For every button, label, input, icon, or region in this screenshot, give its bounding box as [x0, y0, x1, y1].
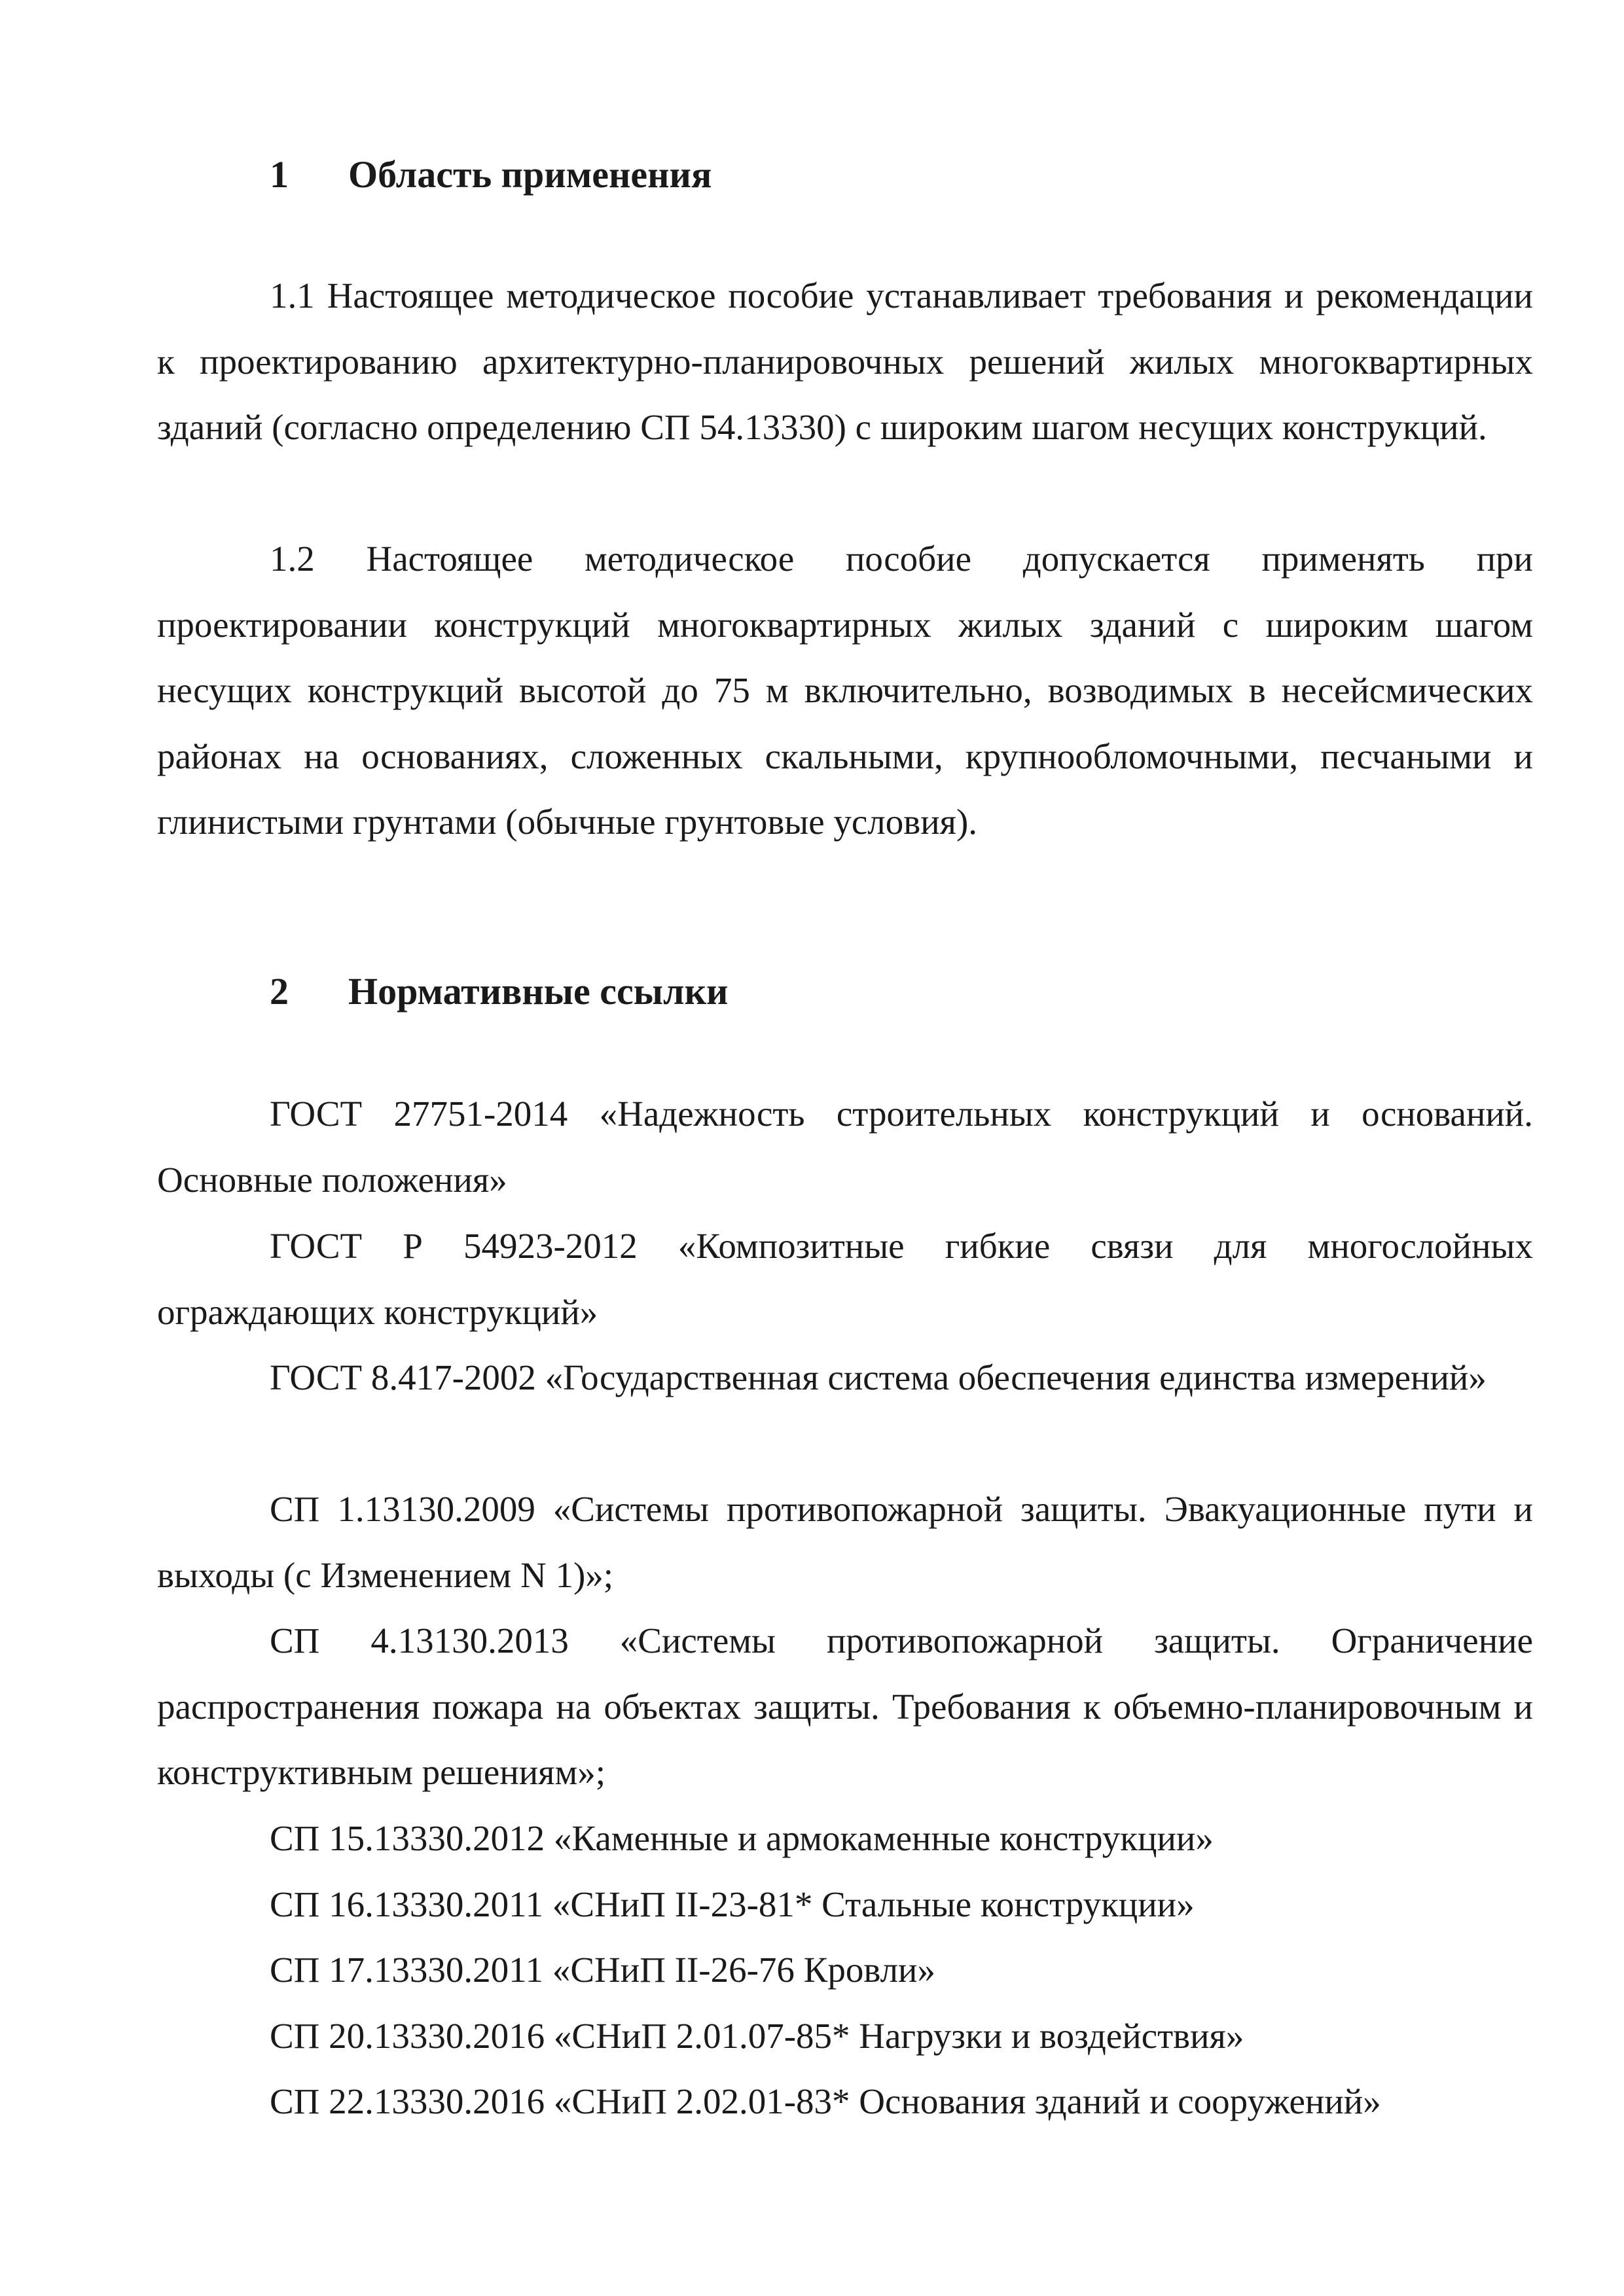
reference-item: СП 17.13330.2011 «СНиП II-26-76 Кровли»: [270, 1950, 935, 1990]
section-1-number: 1: [270, 153, 289, 196]
paragraph-1-2: 1.2 Настоящее методическое пособие допускается применять при проектировании конструкций многоквартирных жилых зданий с широким шагом несущих конструкций высотой до 75 м включительно, возводимых в несейсмических районах на основаниях, сложенных скальными, крупнообломочными, песчаными и глинистыми грунтами (обычные грунтовые условия).: [157, 539, 1533, 842]
section-1-title: Область применения: [348, 153, 712, 196]
section-2-title: Нормативные ссылки: [348, 970, 729, 1013]
paragraph-1-1: 1.1 Настоящее методическое пособие устанавливает требования и рекомендации к проектированию архитектурно-планировочных решений жилых многоквартирных зданий (согласно определению СП 54.13330) с широким шагом несущих конструкций.: [157, 276, 1533, 447]
reference-item: СП 15.13330.2012 «Каменные и армокаменные конструкции»: [270, 1818, 1214, 1858]
section-2-number: 2: [270, 970, 289, 1013]
reference-item: ГОСТ Р 54923-2012 «Композитные гибкие связи для многослойных ограждающих конструкций»: [157, 1226, 1533, 1332]
reference-item: СП 16.13330.2011 «СНиП II-23-81* Стальные конструкции»: [270, 1884, 1195, 1924]
reference-item: СП 22.13330.2016 «СНиП 2.02.01-83* Основания зданий и сооружений»: [270, 2081, 1381, 2121]
reference-item: СП 4.13130.2013 «Системы противопожарной защиты. Ограничение распространения пожара на объектах защиты. Требования к объемно-планировочным и конструктивным решениям»;: [157, 1621, 1533, 1792]
reference-item: СП 20.13330.2016 «СНиП 2.01.07-85* Нагрузки и воздействия»: [270, 2016, 1244, 2056]
reference-item: ГОСТ 8.417-2002 «Государственная система обеспечения единства измерений»: [270, 1357, 1487, 1397]
reference-item: ГОСТ 27751-2014 «Надежность строительных конструкций и оснований. Основные положения»: [157, 1094, 1533, 1200]
reference-item: СП 1.13130.2009 «Системы противопожарной защиты. Эвакуационные пути и выходы (с Изменением N 1)»;: [157, 1489, 1533, 1595]
